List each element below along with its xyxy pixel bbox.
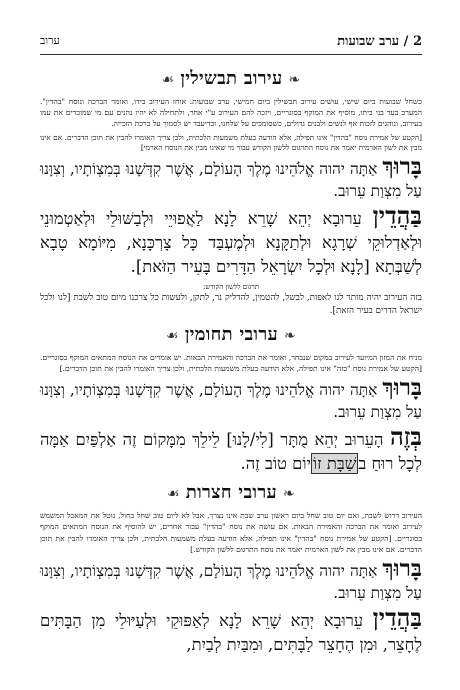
declaration-text-2: יוֹם טוֹב זֶה. — [240, 454, 311, 474]
eruv-techumin-blessing — [40, 374, 422, 423]
ornament-icon: ❧ — [282, 486, 295, 503]
page-header — [40, 33, 422, 53]
section-title-eruvei-chatzerot — [40, 482, 422, 504]
section-label: ערוב — [40, 34, 60, 47]
section-title-eruv-techumin — [40, 324, 422, 346]
eruv-tavshilin-aramaic — [40, 200, 422, 279]
eruvei-chatzerot-instructions: העירוב דרוש לשבת, ואם יום טוב שחל ביום ראשון ערב שבת אינו נצרך, אבל לא ליום טוב שחל בחול, נוטל את המאכל המשמש לעירוב ואומר את הברכה והאמירה הבאות. אם עושה את נוסח "בהדין" עבור אחרים, יש להוסיף את הנוסח המתאים המוקף בסוגריים. [הקטע של אמירת נוסח "בהדין" אינו תפילה, אלא הודעה בעלת משמעות הלכתית, ולכן צריך האומרו להבין את תוכן הדברים. אם אינו מבין את לשון הארמית יאמר את נוסח התרגום ללשון הקודש.] — [40, 511, 422, 554]
declaration-first-word: בְּזֶה — [389, 422, 422, 452]
blessing-first-word: בָּרוּךְ — [382, 152, 422, 180]
header-rule — [40, 54, 422, 55]
eruv-tavshilin-translation: בזה העירוב יהיה מותר לנו לאפות, לבשל, להטמין, להדליק נר, לתקן, ולעשות כל צרכנו מיום טוב לשבת [לנו ולכל ישראל הדרים בעיר הזאת]. — [40, 292, 422, 316]
declaration-text-1: הָעֵרוּב יְהֵא מֻתָּר [לִי/לָנוּ] לֵילֵךְ מִמָּקוֹם זֶה אַלְפַּיִם אַמָּה לְכָל רוּחַ ב — [40, 430, 422, 474]
ornament-icon: ☙ — [167, 486, 180, 503]
eruv-techumin-title: ערובי תחומין — [184, 323, 278, 345]
eruvei-chatzerot-blessing — [40, 555, 422, 604]
blessing-first-word: בָּרוּךְ — [382, 374, 422, 402]
section-title-eruv-tavshilin — [40, 68, 422, 90]
eruv-tavshilin-blessing — [40, 152, 422, 202]
aramaic-first-word: בַּהֲדֵין — [372, 603, 422, 633]
aramaic-first-word: בַּהֲדֵין — [372, 200, 422, 230]
translation-label: תרגום ללשון הקודש: — [203, 282, 259, 291]
eruvei-chatzerot-title: ערובי חצרות — [185, 482, 277, 504]
eruvei-chatzerot-aramaic — [40, 603, 422, 657]
ornament-icon: ☙ — [166, 327, 179, 344]
aramaic-text: עֵרוּבָא יְהֵא שָׁרֵא לָנָא לְאַפּוּקֵי וּלְעַיּוּלֵי מִן הַבָּתִּים לֶחָצֵר, וּמִן הֶחָצֵר לַבָּתִּים, וּמִבַּיִת לְבַיִת, — [40, 611, 422, 655]
ornament-icon: ☙ — [161, 72, 175, 88]
eruv-tavshilin-note: [הקטע של אמירת נוסח "בהדין" אינו תפילה, אלא הודעה בעלת משמעות הלכתית, ולכן צריך האומרו להבין את תוכן הדברים. אם אינו מבין את לשון הארמית יאמר את נוסח התרגום ללשון הקודש עבור מי שאינו מבין את הנוסח הארמי] — [40, 132, 422, 153]
eruv-techumin-instructions: מניח את המזון המיועד לעירוב במקום שנבחר, ואומר את הברכה והאמירה הבאות. יש אומרים את הנוסח המתאים המוקף בסוגריים. [הקטע של אמירת נוסח "בזה" אינו תפילה, אלא הודעה בעלת משמעות הלכתית, ולכן צריך האומרו להבין את תוכן הדברים.] — [40, 352, 422, 373]
blessing-text: אַתָּה יהוה אֱלֹהֵינוּ מֶלֶךְ הָעוֹלָם, אֲשֶׁר קִדְּשָׁנוּ בְּמִצְוֹתָיו, וְצִוָּנוּ עַל מִצְוַת עֵרוּב. — [40, 381, 422, 422]
ornament-icon: ❧ — [283, 327, 296, 344]
declaration-boxed-text: שַׁבָּת זוֹ — [312, 454, 357, 474]
blessing-text: אַתָּה יהוה אֱלֹהֵינוּ מֶלֶךְ הָעוֹלָם, אֲשֶׁר קִדְּשָׁנוּ בְּמִצְוֹתָיו, וְצִוָּנוּ עַל מִצְוַת עֵרוּב. — [40, 159, 422, 200]
eruv-techumin-declaration — [40, 422, 422, 476]
blessing-first-word: בָּרוּךְ — [382, 555, 422, 583]
blessing-text: אַתָּה יהוה אֱלֹהֵינוּ מֶלֶךְ הָעוֹלָם, אֲשֶׁר קִדְּשָׁנוּ בְּמִצְוֹתָיו, וְצִוָּנוּ עַל מִצְוַת עֵרוּב. — [40, 562, 422, 603]
eruv-tavshilin-title: עירוב תבשילין — [180, 68, 283, 89]
aramaic-text: עֵרוּבָא יְהֵא שָׁרֵא לָנָא לַאֲפוּיֵי וּלְבַשּׁוּלֵי וּלְאַטְמוּנֵי וּלְאַדְלוּקֵי שְׁרָגָא וּלְתַקָּנָא וּלְמֶעְבַּד כָּל צָרְכָּנָא, מִיּוֹמָא טָבָא לְשַׁבְּתָא [לָנָא וּלְכָל יִשְׂרָאֵל הַדָּרִים בָּעִיר הַזֹּאת]. — [40, 208, 422, 276]
page-number-label: 2 / ערב שבועות — [337, 34, 422, 49]
ornament-icon: ❧ — [288, 72, 301, 88]
page-content — [40, 62, 422, 661]
eruv-tavshilin-instructions: כשחל שבועות ביום שישי, עושים עירוב תבשילין ביום חמישי, ערב שבועות. אוחז העירוב בידו, ואומר הברכה ונוסח "בהדין". המערב בעד בני ביתו, מוסיף את המוקף בסוגריים, ויזכה להם העירוב ע"י אחר, ולתחילה לא יהיו נהנים עם מי שמוכרים את עמו בעירוב, ונוהגים לזכות אף לנשים ולבנים גדולים, כשסומכים על שלחנו, ובדיעבד יש לסמוך על ברכת הזכייה. — [40, 97, 422, 129]
